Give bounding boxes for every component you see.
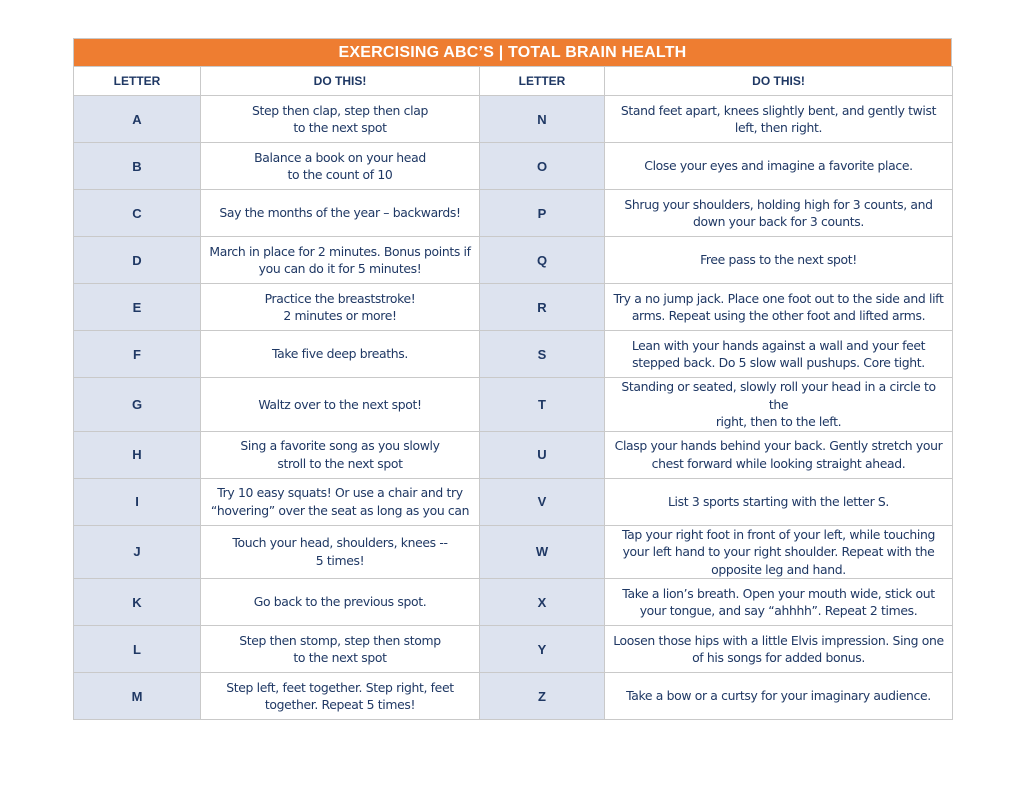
letter-cell: C (74, 190, 201, 237)
header-action-right: DO THIS! (605, 67, 953, 96)
letter-cell: Q (480, 237, 605, 284)
table-row (74, 284, 953, 331)
letter-cell: B (74, 143, 201, 190)
table-row (74, 331, 953, 378)
letter-cell: I (74, 478, 201, 525)
table-body (74, 96, 953, 720)
table-row (74, 431, 953, 478)
letter-cell: M (74, 673, 201, 720)
action-cell: Go back to the previous spot. (201, 579, 480, 626)
table-row (74, 626, 953, 673)
letter-cell: G (74, 378, 201, 432)
table-row (74, 190, 953, 237)
letter-cell: S (480, 331, 605, 378)
action-cell: March in place for 2 minutes. Bonus points if you can do it for 5 minutes! (201, 237, 480, 284)
action-cell: Stand feet apart, knees slightly bent, and gently twist left, then right. (605, 96, 953, 143)
letter-cell: R (480, 284, 605, 331)
action-cell: Say the months of the year – backwards! (201, 190, 480, 237)
exercise-table (73, 66, 953, 720)
table-row (74, 673, 953, 720)
table-row (74, 579, 953, 626)
table-row (74, 237, 953, 284)
action-cell: Balance a book on your head to the count of 10 (201, 143, 480, 190)
action-cell: Touch your head, shoulders, knees -- 5 times! (201, 525, 480, 579)
action-cell: Free pass to the next spot! (605, 237, 953, 284)
action-cell: Standing or seated, slowly roll your head in a circle to the right, then to the left. (605, 378, 953, 432)
action-cell: Clasp your hands behind your back. Gently stretch your chest forward while looking straight ahead. (605, 431, 953, 478)
exercise-sheet (73, 38, 952, 720)
header-action-left: DO THIS! (201, 67, 480, 96)
action-cell: Step then stomp, step then stomp to the next spot (201, 626, 480, 673)
table-row (74, 143, 953, 190)
letter-cell: T (480, 378, 605, 432)
letter-cell: A (74, 96, 201, 143)
letter-cell: D (74, 237, 201, 284)
action-cell: Try a no jump jack. Place one foot out to the side and lift arms. Repeat using the other foot and lifted arms. (605, 284, 953, 331)
action-cell: Step left, feet together. Step right, feet together. Repeat 5 times! (201, 673, 480, 720)
letter-cell: X (480, 579, 605, 626)
action-cell: Try 10 easy squats! Or use a chair and try “hovering” over the seat as long as you can (201, 478, 480, 525)
action-cell: Take five deep breaths. (201, 331, 480, 378)
action-cell: List 3 sports starting with the letter S. (605, 478, 953, 525)
letter-cell: L (74, 626, 201, 673)
letter-cell: H (74, 431, 201, 478)
action-cell: Sing a favorite song as you slowly stroll to the next spot (201, 431, 480, 478)
letter-cell: O (480, 143, 605, 190)
sheet-title: EXERCISING ABC’S | TOTAL BRAIN HEALTH (73, 38, 952, 66)
header-row (74, 67, 953, 96)
header-letter-right: LETTER (480, 67, 605, 96)
letter-cell: Z (480, 673, 605, 720)
letter-cell: U (480, 431, 605, 478)
action-cell: Close your eyes and imagine a favorite place. (605, 143, 953, 190)
letter-cell: F (74, 331, 201, 378)
letter-cell: W (480, 525, 605, 579)
action-cell: Practice the breaststroke! 2 minutes or more! (201, 284, 480, 331)
table-row (74, 96, 953, 143)
table-row (74, 525, 953, 579)
action-cell: Take a bow or a curtsy for your imaginary audience. (605, 673, 953, 720)
action-cell: Waltz over to the next spot! (201, 378, 480, 432)
action-cell: Step then clap, step then clap to the next spot (201, 96, 480, 143)
letter-cell: P (480, 190, 605, 237)
letter-cell: E (74, 284, 201, 331)
table-row (74, 478, 953, 525)
header-letter-left: LETTER (74, 67, 201, 96)
letter-cell: V (480, 478, 605, 525)
letter-cell: K (74, 579, 201, 626)
letter-cell: N (480, 96, 605, 143)
action-cell: Shrug your shoulders, holding high for 3 counts, and down your back for 3 counts. (605, 190, 953, 237)
action-cell: Loosen those hips with a little Elvis impression. Sing one of his songs for added bonus. (605, 626, 953, 673)
action-cell: Tap your right foot in front of your left, while touching your left hand to your right shoulder. Repeat with the opposite leg and hand. (605, 525, 953, 579)
letter-cell: Y (480, 626, 605, 673)
letter-cell: J (74, 525, 201, 579)
table-row (74, 378, 953, 432)
action-cell: Lean with your hands against a wall and your feet stepped back. Do 5 slow wall pushups. Core tight. (605, 331, 953, 378)
action-cell: Take a lion’s breath. Open your mouth wide, stick out your tongue, and say “ahhhh”. Repeat 2 times. (605, 579, 953, 626)
